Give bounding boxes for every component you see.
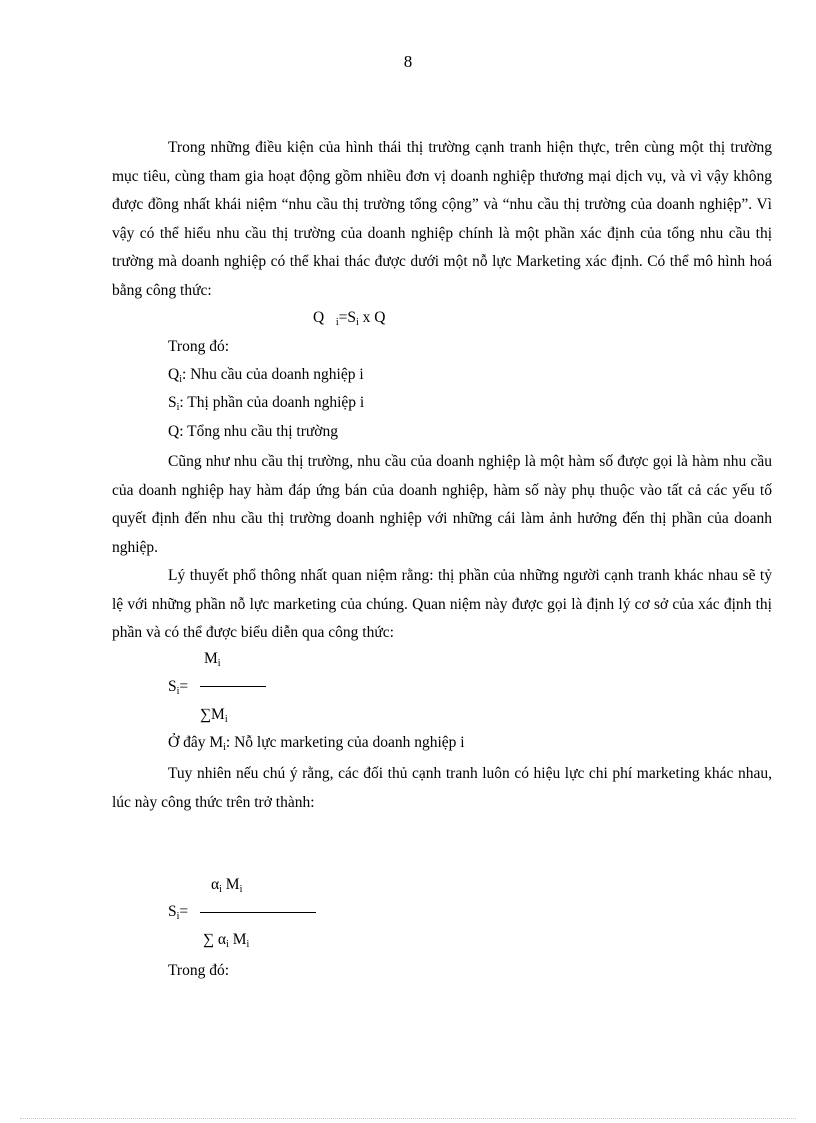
formula3-lhs-sub: i (176, 911, 180, 922)
formula3-lhs-eq: = (179, 903, 189, 920)
paragraph-theory: Lý thuyết phổ thông nhất quan niệm rằng: thị phần của những người cạnh tranh khác nhau sẽ tỷ lệ với những phần nỗ lực marketing của chúng. Quan niệm này được gọi là định lý cơ sở của xác định thị phần và có thể được biểu diễn qua công thức: (112, 567, 772, 641)
formula3-lhs (168, 903, 188, 922)
formula3-denominator (203, 931, 249, 950)
paragraph-efficiency: Tuy nhiên nếu chú ý rằng, các đối thủ cạnh tranh luôn có hiệu lực chi phí marketing khác nhau, lúc này công thức trên trở thành: (112, 765, 772, 811)
formula2-fraction-bar (200, 686, 266, 687)
formula3-den-m: M (228, 931, 247, 948)
definition-qi-symbol: Q (168, 366, 180, 383)
formula-q: Q (313, 309, 325, 326)
formula2-denominator (200, 706, 228, 725)
formula2-lhs-sub: i (176, 686, 180, 697)
formula-rest: x Q (358, 309, 386, 326)
definition-mi-text: : Nỗ lực marketing của doanh nghiệp i (225, 734, 465, 751)
formula2-lhs-s: S (168, 678, 177, 695)
formula3-num-alpha: α (211, 876, 220, 893)
formula-demand (313, 309, 385, 328)
formula3-num-m: M (221, 876, 240, 893)
formula2-den-sub: i (224, 714, 228, 725)
definition-si-sub: i (176, 402, 180, 413)
definition-si-symbol: S (168, 394, 177, 411)
formula-s-sub: i (355, 317, 359, 328)
formula2-den-sum: ∑M (200, 706, 225, 723)
definition-mi-sub: i (223, 742, 226, 753)
definition-si-text: : Thị phần của doanh nghiệp i (179, 394, 365, 411)
page-number: 8 (403, 52, 413, 71)
formula3-fraction-bar (200, 912, 316, 913)
formula2-numerator (204, 650, 221, 669)
definition-mi-prefix: Ở đây M (168, 734, 224, 751)
page-bottom-divider (20, 1118, 796, 1119)
formula3-numerator (211, 876, 242, 895)
formula3-den-sum: ∑ α (203, 931, 227, 948)
formula3-lhs-s: S (168, 903, 177, 920)
formula2-num-sub: i (217, 658, 221, 669)
formula3-den-alpha-sub: i (226, 939, 229, 950)
definition-mi (168, 734, 465, 753)
definition-si (168, 394, 364, 413)
paragraph-market-demand: Trong những điều kiện của hình thái thị trường cạnh tranh hiện thực, trên cùng một thị trường mục tiêu, cùng tham gia hoạt động gồm nhiều đơn vị doanh nghiệp thương mại dịch vụ, và vì vậy không được đồng nhất khái niệm “nhu cầu thị trường tổng cộng” và “nhu cầu thị trường của doanh nghiệp”. Vì vậy có thể hiểu nhu cầu thị trường của doanh nghiệp chính là một phần xác định của tổng nhu cầu thị trường mà doanh nghiệp có thể khai thác được dưới một nỗ lực Marketing xác định. Có thể mô hình hoá bằng công thức: (112, 139, 772, 299)
formula2-lhs (168, 678, 188, 697)
where-label-2: Trong đó: (168, 962, 230, 979)
formula2-lhs-eq: = (179, 678, 189, 695)
definition-q-total: Q: Tổng nhu cầu thị trường (168, 423, 339, 440)
formula3-num-m-sub: i (239, 884, 243, 895)
formula3-num-alpha-sub: i (219, 884, 222, 895)
formula-q-sub: i (335, 317, 339, 328)
formula2-num-m: M (204, 650, 218, 667)
formula-eq-s: =S (338, 309, 356, 326)
where-label-1: Trong đó: (168, 338, 230, 355)
paragraph-firm-demand: Cũng như nhu cầu thị trường, nhu cầu của doanh nghiệp là một hàm số được gọi là hàm nhu cầu của doanh nghiệp hay hàm đáp ứng bán của doanh nghiệp, hàm số này phụ thuộc vào tất cả các yếu tố quyết định đến nhu cầu thị trường doanh nghiệp với những cái làm ảnh hưởng đến thị phần của doanh nghiệp. (112, 453, 772, 556)
definition-qi-sub: i (179, 374, 182, 385)
definition-qi (168, 366, 364, 385)
definition-qi-text: : Nhu cầu của doanh nghiệp i (181, 366, 364, 383)
formula3-den-m-sub: i (246, 939, 250, 950)
